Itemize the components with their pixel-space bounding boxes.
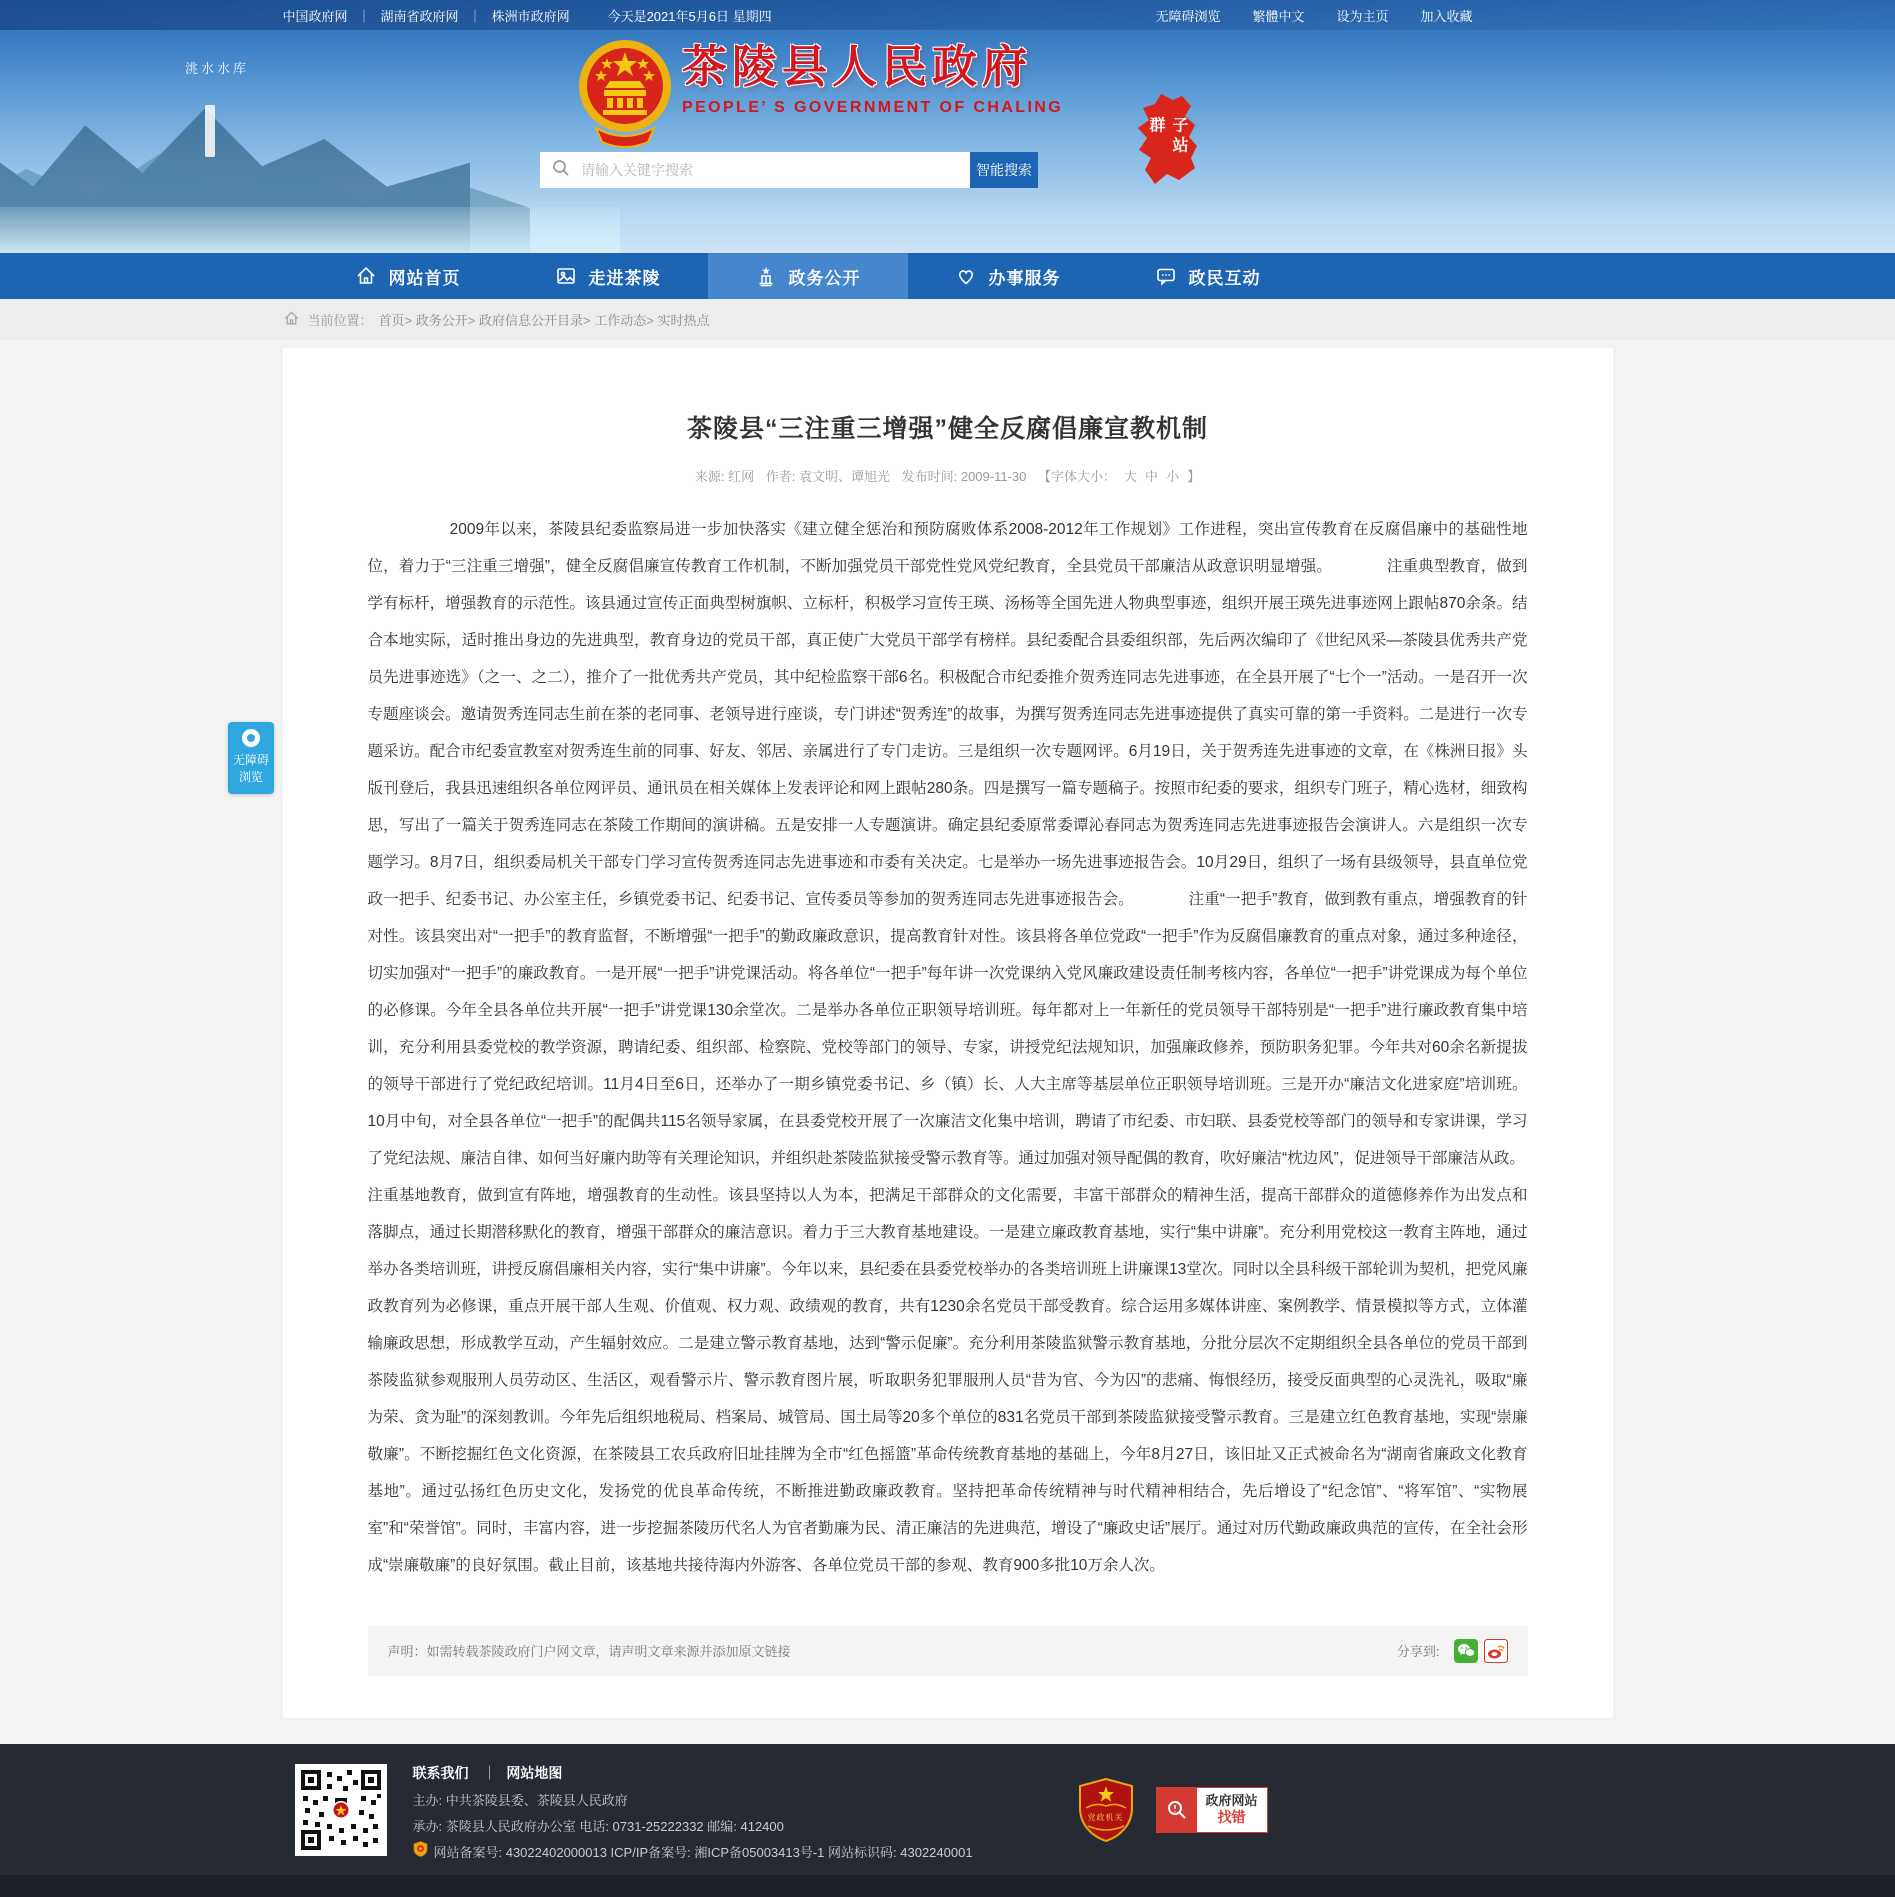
home-outline-icon xyxy=(283,310,300,330)
substation-group-map[interactable] xyxy=(1135,92,1199,187)
footer-host: 主办: 中共茶陵县委、茶陵县人民政府 xyxy=(412,1792,628,1808)
link-china-gov[interactable]: 中国政府网 xyxy=(282,8,348,24)
footer-info xyxy=(413,1760,973,1866)
font-size-large[interactable]: 大 xyxy=(1124,468,1138,484)
home-icon xyxy=(355,265,377,287)
find-error-magnifier-icon xyxy=(1157,1788,1197,1832)
search-input[interactable] xyxy=(579,161,958,179)
crumb-hot-topics: > 实时热点 xyxy=(646,310,709,329)
link-zhuzhou-gov[interactable]: ｜ 株洲市政府网 xyxy=(459,6,570,25)
footer-organizer: 承办: 茶陵县人民政府办公室 电话: 0731-25222332 邮编: 412400 xyxy=(412,1818,784,1834)
link-traditional-chinese[interactable]: 繁體中文 xyxy=(1252,8,1305,24)
footer-links xyxy=(413,1760,973,1786)
qr-code xyxy=(295,1764,387,1856)
quick-links xyxy=(1123,6,1472,25)
article-meta xyxy=(368,466,1528,485)
footer-bottom-strip xyxy=(0,1875,1895,1897)
scenery-icon xyxy=(555,265,577,287)
crumb-home[interactable]: 首页 xyxy=(378,313,405,328)
nav-item-home[interactable]: 网站首页 xyxy=(308,253,508,299)
share-bar xyxy=(368,1626,1528,1676)
site-name-en: PEOPLE’ S GOVERNMENT OF CHALING xyxy=(682,98,1064,116)
nav-item-about-chaling[interactable]: 走进茶陵 xyxy=(508,253,708,299)
photo-caption: 洮水水库 xyxy=(185,61,250,76)
crumb-work-trends[interactable]: > 工作动态 xyxy=(583,310,646,329)
font-size-label-end: 】 xyxy=(1187,468,1201,484)
site-titles xyxy=(682,42,1063,117)
site-name: 茶陵县人民政府 xyxy=(682,41,1033,92)
search-bar xyxy=(540,152,1038,188)
heart-icon xyxy=(955,265,977,287)
find-error-top-label: 政府网站 xyxy=(1205,1792,1258,1808)
article-source: 来源: 红网 xyxy=(694,468,755,484)
font-size-label: 【字体大小： xyxy=(1038,468,1117,484)
breadcrumb-label: 当前位置： xyxy=(307,313,373,328)
link-accessibility[interactable]: 无障碍浏览 xyxy=(1155,8,1221,24)
gov-links xyxy=(283,6,570,25)
accessibility-label-line2: 浏览 xyxy=(238,770,263,784)
main-navigation xyxy=(0,253,1895,299)
article-title: 茶陵县“三注重三增强”健全反腐倡廉宣教机制 xyxy=(686,414,1208,443)
accessibility-eye-icon xyxy=(242,729,260,747)
sitemap-link[interactable]: ｜ 网站地图 xyxy=(472,1765,562,1781)
nav-item-interaction[interactable]: 政民互动 xyxy=(1108,253,1308,299)
accessibility-floating-button[interactable] xyxy=(228,722,274,794)
find-error-bottom-label: 找错 xyxy=(1217,1809,1246,1826)
breadcrumb xyxy=(0,299,1895,340)
footer-badges xyxy=(1078,1778,1268,1842)
weibo-share-icon[interactable] xyxy=(1484,1639,1508,1663)
top-bar xyxy=(0,0,1895,30)
link-set-homepage[interactable]: 设为主页 xyxy=(1336,8,1389,24)
link-add-favorite[interactable]: 加入收藏 xyxy=(1420,8,1473,24)
police-badge-icon xyxy=(413,1840,434,1866)
gov-site-find-error-badge[interactable] xyxy=(1156,1787,1268,1833)
font-size-medium[interactable]: 中 xyxy=(1145,468,1159,484)
wechat-share-icon[interactable] xyxy=(1454,1639,1478,1663)
smart-search-button[interactable]: 智能搜索 xyxy=(970,152,1038,188)
footer-record: 网站备案号: 43022402000013 ICP/IP备案号: 湘ICP备05003413号-1 网站标识码: 4302240001 xyxy=(433,1844,973,1860)
nav-item-gov-affairs[interactable]: 政务公开 xyxy=(708,253,908,299)
search-icon xyxy=(552,159,570,182)
reservoir-photo xyxy=(0,0,600,253)
government-building-icon xyxy=(755,265,777,287)
font-size-small[interactable]: 小 xyxy=(1166,468,1180,484)
party-badge-label: 党政机关 xyxy=(1087,1812,1124,1822)
link-hunan-gov[interactable]: ｜ 湖南省政府网 xyxy=(348,6,459,25)
footer xyxy=(0,1744,1895,1897)
reprint-statement: 声明：如需转载茶陵政府门户网文章，请声明文章来源并添加原文链接 xyxy=(387,1644,791,1660)
crumb-gov-affairs[interactable]: > 政务公开 xyxy=(405,310,468,329)
chat-bubble-icon xyxy=(1155,265,1177,287)
share-label: 分享到: xyxy=(1396,1644,1440,1660)
dam-tower xyxy=(205,105,215,157)
substation-label: 子站群 xyxy=(1147,115,1187,156)
accessibility-label-line1: 无障碍 xyxy=(232,753,269,767)
crumb-info-catalog[interactable]: > 政府信息公开目录 xyxy=(468,310,583,329)
nav-item-services[interactable]: 办事服务 xyxy=(908,253,1108,299)
header-banner xyxy=(0,0,1895,253)
article-paragraph: 2009年以来，茶陵县纪委监察局进一步加快落实《建立健全惩治和预防腐败体系2008-2012年工作规划》工作进程，突出宣传教育在反腐倡廉中的基础性地位，着力于“三注重三增强”，健全反腐倡廉宣传教育工作机制，不断加强党员干部党性党风党纪教育，全县党员干部廉洁从政意识明显增强。 注重典型教育，做到学有标杆，增强教育的示范性。该县通过宣传正面典型树旗帜、立标杆，积极学习宣传王瑛、汤杨等全国先进人物典型事迹，组织开展王瑛先进事迹网上跟帖870余条。结合本地实际，适时推出身边的先进典型，教育身边的党员干部，真正使广大党员干部学有榜样。县纪委配合县委组织部，先后两次编印了《世纪风采—茶陵县优秀共产党员先进事迹选》（之一、之二），推介了一批优秀共产党员，其中纪检监察干部6名。积极配合市纪委推介贺秀连同志先进事迹，在全县开展了“七个一”活动。一是召开一次专题座谈会。邀请贺秀连同志生前在茶的老同事、老领导进行座谈，专门讲述“贺秀连”的故事，为撰写贺秀连同志先进事迹提供了真实可靠的第一手资料。二是进行一次专题采访。配合市纪委宣教室对贺秀连生前的同事、好友、邻居、亲属进行了专门走访。三是组织一次专题网评。6月19日，关于贺秀连先进事迹的文章，在《株洲日报》头版刊登后，我县迅速组织各单位网评员、通讯员在相关媒体上发表评论和网上跟帖280条。四是撰写一篇专题稿子。按照市纪委的要求，组织专门班子，精心选材，细致构思，写出了一篇关于贺秀连同志在茶陵工作期间的演讲稿。五是安排一人专题演讲。确定县纪委原常委谭沁春同志为贺秀连同志先进事迹报告会演讲人。六是组织一次专题学习。8月7日，组织委局机关干部专门学习宣传贺秀连同志先进事迹和市委有关决定。七是举办一场先进事迹报告会。10月29日，组织了一场有县级领导，县直单位党政一把手、纪委书记、办公室主任，乡镇党委书记、纪委书记、宣传委员等参加的贺秀连同志先进事迹报告会。 注重“一把手”教育，做到教有重点，增强教育的针对性。该县突出对“一把手”的教育监督，不断增强“一把手”的勤政廉政意识，提高教育针对性。该县将各单位党政“一把手”作为反腐倡廉教育的重点对象，通过多种途径，切实加强对“一把手”的廉政教育。一是开展“一把手”讲党课活动。将各单位“一把手”每年讲一次党课纳入党风廉政建设责任制考核内容，各单位“一把手”讲党课成为每个单位的必修课。今年全县各单位共开展“一把手”讲党课130余堂次。二是举办各单位正职领导培训班。每年都对上一年新任的党员领导干部特别是“一把手”进行廉政教育集中培训，充分利用县委党校的教学资源，聘请纪委、组织部、检察院、党校等部门的领导、专家，讲授党纪法规知识，加强廉政修养，预防职务犯罪。今年共对60余名新提拔的领导干部进行了党纪政纪培训。11月4日至6日，还举办了一期乡镇党委书记、乡（镇）长、人大主席等基层单位正职领导培训班。三是开办“廉洁文化进家庭”培训班。10月中旬，对全县各单位“一把手”的配偶共115名领导家属，在县委党校开展了一次廉洁文化集中培训，聘请了市纪委、市妇联、县委党校等部门的领导和专家讲课，学习了党纪法规、廉洁自律、如何当好廉内助等有关理论知识，并组织赴茶陵监狱接受警示教育等。通过加强对领导配偶的教育，吹好廉洁“枕边风”，促进领导干部廉洁从政。 xyxy=(367,520,1528,1167)
national-emblem-icon xyxy=(578,36,672,154)
main-area xyxy=(0,340,1895,1744)
date-display: 今天是2021年5月6日 星期四 xyxy=(607,8,772,24)
article-publish-time: 发布时间: 2009-11-30 xyxy=(901,468,1027,484)
article-body xyxy=(368,511,1528,1584)
article-paragraph: 注重基地教育，做到宣有阵地，增强教育的生动性。该县坚持以人为本，把满足干部群众的文化需要，丰富干部群众的精神生活，提高干部群众的道德修养作为出发点和落脚点，通过长期潜移默化的教育，增强干部群众的廉洁意识。着力于三大教育基地建设。一是建立廉政教育基地，实行“集中讲廉”。充分利用党校这一教育主阵地，通过举办各类培训班，讲授反腐倡廉相关内容，实行“集中讲廉”。今年以来，县纪委在县委党校举办的各类培训班上讲廉课13堂次。同时以全县科级干部轮训为契机，把党风廉政教育列为必修课，重点开展干部人生观、价值观、权力观、政绩观的教育，共有1230余名党员干部受教育。综合运用多媒体讲座、案例教学、情景模拟等方式，立体灌输廉政思想，形成教学互动，产生辐射效应。二是建立警示教育基地，达到“警示促廉”。充分利用茶陵监狱警示教育基地，分批分层次不定期组织全县各单位的党员干部到茶陵监狱参观服刑人员劳动区、生活区，观看警示片、警示教育图片展，听取职务犯罪服刑人员“昔为官、今为囚”的悲痛、悔恨经历，接受反面典型的心灵洗礼，吸取“廉为荣、贪为耻”的深刻教训。今年先后组织地税局、档案局、城管局、国土局等20多个单位的831名党员干部到茶陵监狱接受警示教育。三是建立红色教育基地，实现“崇廉敬廉”。不断挖掘红色文化资源，在茶陵县工农兵政府旧址挂牌为全市“红色摇篮”革命传统教育基地的基础上，今年8月27日，该旧址又正式被命名为“湖南省廉政文化教育基地”。通过弘扬红色历史文化，发扬党的优良革命传统，不断推进勤政廉政教育。坚持把革命传统精神与时代精神相结合，先后增设了“纪念馆”、“将军馆”、“实物展室”和“荣誉馆”。同时，丰富内容，进一步挖掘茶陵历代名人为官者勤廉为民、清正廉洁的先进典范，增设了“廉政史话”展厅。通过对历代勤政廉政典范的宣传，在全社会形成“崇廉敬廉”的良好氛围。截止目前，该基地共接待海内外游客、各单位党员干部的参观、教育900多批10万余人次。 xyxy=(367,1186,1528,1574)
party-gov-badge[interactable] xyxy=(1078,1778,1134,1842)
article-card xyxy=(283,348,1613,1718)
contact-us-link[interactable]: 联系我们 xyxy=(412,1764,469,1781)
article-author: 作者: 袁文明、谭旭光 xyxy=(765,468,890,484)
water-band xyxy=(0,207,620,253)
